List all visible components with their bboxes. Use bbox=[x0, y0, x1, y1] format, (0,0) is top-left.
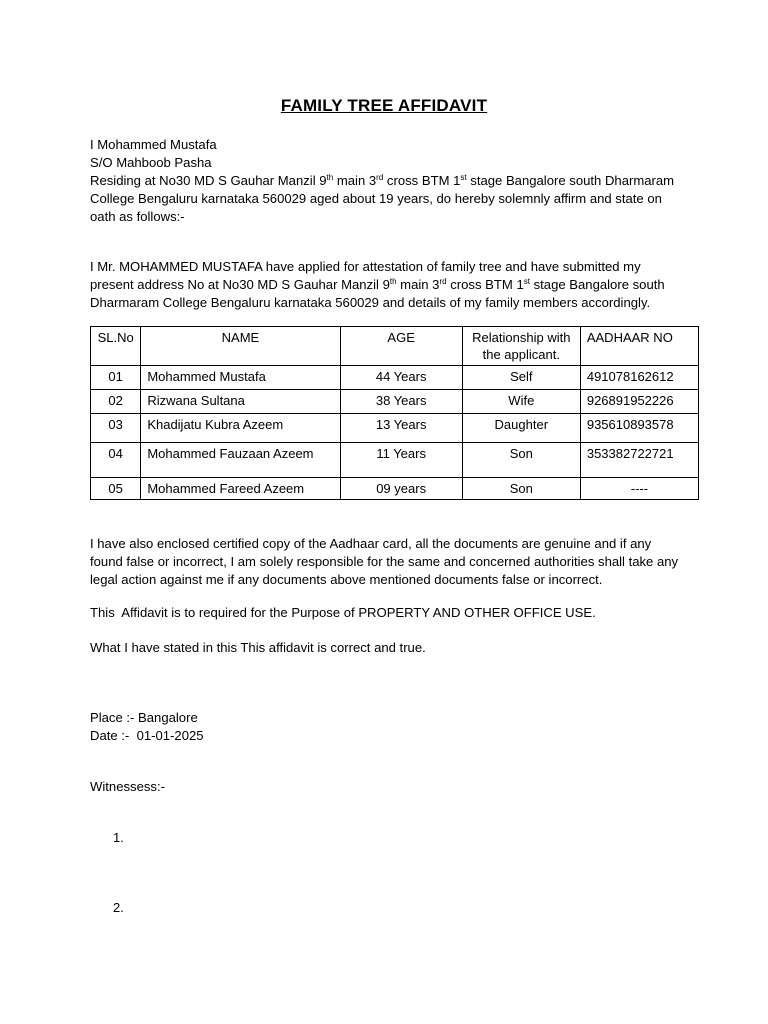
header-slno: SL.No bbox=[91, 327, 141, 366]
declaration-line-2: found false or incorrect, I am solely responsible for the same and concerned authorities shall take any bbox=[90, 554, 679, 569]
witness-2-number: 2. bbox=[113, 900, 124, 915]
table-row bbox=[91, 366, 699, 390]
document-title: FAMILY TREE AFFIDAVIT bbox=[280, 96, 488, 115]
cell-name: Mohammed Mustafa bbox=[141, 366, 340, 390]
truth-text: What I have stated in this This affidavit is correct and true. bbox=[90, 640, 426, 655]
witnesses-heading bbox=[90, 778, 690, 796]
header-relationship: Relationship with the applicant. bbox=[462, 327, 580, 366]
cell-slno: 03 bbox=[91, 414, 141, 443]
cell-age: 38 Years bbox=[340, 390, 462, 414]
witnesses-label: Witnessess:- bbox=[90, 779, 165, 794]
cell-name: Rizwana Sultana bbox=[141, 390, 340, 414]
header-age: AGE bbox=[340, 327, 462, 366]
cell-age: 44 Years bbox=[340, 366, 462, 390]
table-row bbox=[91, 390, 699, 414]
cell-slno: 02 bbox=[91, 390, 141, 414]
statement-line-1: I Mr. MOHAMMED MUSTAFA have applied for attestation of family tree and have submitted my bbox=[90, 259, 641, 274]
cell-relationship: Son bbox=[462, 478, 580, 500]
cell-relationship: Son bbox=[462, 443, 580, 478]
cell-relationship: Wife bbox=[462, 390, 580, 414]
header-name: NAME bbox=[141, 327, 340, 366]
cell-aadhaar: 926891952226 bbox=[580, 390, 698, 414]
intro-block bbox=[90, 136, 690, 226]
cell-aadhaar: 491078162612 bbox=[580, 366, 698, 390]
place-date-block bbox=[90, 709, 690, 745]
truth-statement bbox=[90, 639, 690, 657]
cell-name: Mohammed Fareed Azeem bbox=[141, 478, 340, 500]
cell-name: Mohammed Fauzaan Azeem bbox=[141, 443, 340, 478]
cell-age: 09 years bbox=[340, 478, 462, 500]
cell-slno: 04 bbox=[91, 443, 141, 478]
header-aadhaar: AADHAAR NO bbox=[580, 327, 698, 366]
declaration-line-1: I have also enclosed certified copy of the Aadhaar card, all the documents are genuine and if any bbox=[90, 536, 652, 551]
intro-address: Residing at No30 MD S Gauhar Manzil 9th main 3rd cross BTM 1st stage Bangalore south Dharmaram bbox=[90, 173, 675, 188]
statement-line-2: present address No at No30 MD S Gauhar Manzil 9th main 3rd cross BTM 1st stage Bangalore south bbox=[90, 277, 665, 292]
cell-slno: 05 bbox=[91, 478, 141, 500]
table-row bbox=[91, 414, 699, 443]
intro-oath: oath as follows:- bbox=[90, 209, 185, 224]
cell-aadhaar: ---- bbox=[580, 478, 698, 500]
cell-relationship: Daughter bbox=[462, 414, 580, 443]
witness-1-number: 1. bbox=[113, 830, 124, 845]
purpose-statement bbox=[90, 604, 690, 622]
purpose-text: This Affidavit is to required for the Purpose of PROPERTY AND OTHER OFFICE USE. bbox=[90, 605, 596, 620]
family-table bbox=[90, 326, 699, 500]
intro-address-cont: College Bengaluru karnataka 560029 aged about 19 years, do hereby solemnly affirm and state on bbox=[90, 191, 662, 206]
cell-aadhaar: 353382722721 bbox=[580, 443, 698, 478]
place-line: Place :- Bangalore bbox=[90, 710, 198, 725]
statement-line-3: Dharmaram College Bengaluru karnataka 560029 and details of my family members accordingly. bbox=[90, 295, 651, 310]
date-line: Date :- 01-01-2025 bbox=[90, 728, 204, 743]
cell-relationship: Self bbox=[462, 366, 580, 390]
statement-block bbox=[90, 258, 690, 312]
cell-name: Khadijatu Kubra Azeem bbox=[141, 414, 340, 443]
intro-name: I Mohammed Mustafa bbox=[90, 137, 217, 152]
cell-slno: 01 bbox=[91, 366, 141, 390]
table-header-row bbox=[91, 327, 699, 366]
declaration-line-3: legal action against me if any documents above mentioned documents false or incorrect. bbox=[90, 572, 603, 587]
declaration-block bbox=[90, 535, 690, 589]
table-row bbox=[91, 443, 699, 478]
cell-age: 11 Years bbox=[340, 443, 462, 478]
table-row bbox=[91, 478, 699, 500]
cell-age: 13 Years bbox=[340, 414, 462, 443]
intro-parent: S/O Mahboob Pasha bbox=[90, 155, 212, 170]
cell-aadhaar: 935610893578 bbox=[580, 414, 698, 443]
